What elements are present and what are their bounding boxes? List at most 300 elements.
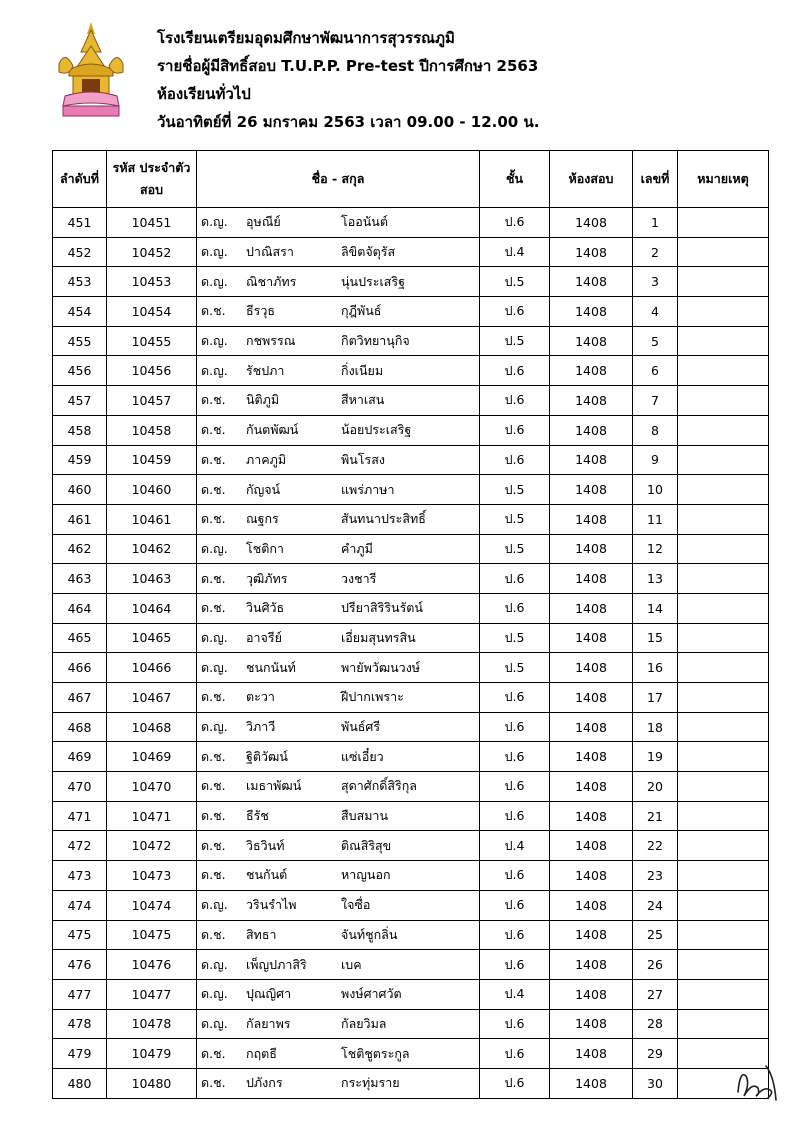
first-name: วิธวินท์	[246, 837, 285, 853]
seat-cell: 28	[633, 1009, 678, 1039]
code-cell: 10469	[107, 742, 197, 772]
name-cell	[197, 504, 480, 534]
last-name: น้อยประเสริฐ	[341, 422, 412, 438]
grade-cell: ป.6	[480, 890, 550, 920]
code-cell: 10456	[107, 356, 197, 386]
table-row	[53, 504, 769, 534]
first-name: ตะวา	[246, 689, 275, 705]
column-header-remark: หมายเหตุ	[678, 151, 769, 208]
room-cell: 1408	[550, 683, 633, 713]
remark-cell	[678, 208, 769, 238]
first-name: กันตพัฒน์	[246, 422, 299, 438]
order-cell: 472	[53, 831, 107, 861]
table-row	[53, 979, 769, 1009]
room-cell: 1408	[550, 504, 633, 534]
last-name: กุฎีพันธ์	[341, 303, 382, 319]
last-name: คำภูมี	[341, 540, 373, 556]
name-cell	[197, 1039, 480, 1069]
order-cell: 466	[53, 653, 107, 683]
last-name: แซ่เอี๋ยว	[341, 748, 384, 764]
name-prefix: ด.ช.	[201, 600, 226, 616]
first-name: กัญจน์	[246, 481, 281, 497]
order-cell: 468	[53, 712, 107, 742]
order-cell: 453	[53, 267, 107, 297]
order-cell: 461	[53, 504, 107, 534]
order-cell: 464	[53, 593, 107, 623]
table-row	[53, 1068, 769, 1098]
last-name: พงษ์ศาศวัต	[341, 986, 402, 1002]
room-cell: 1408	[550, 267, 633, 297]
code-cell: 10480	[107, 1068, 197, 1098]
table-row	[53, 861, 769, 891]
grade-cell: ป.6	[480, 297, 550, 327]
name-cell	[197, 415, 480, 445]
remark-cell	[678, 475, 769, 505]
first-name: กฤตธี	[246, 1045, 277, 1061]
first-name: เพ็ญปภาสิริ	[246, 956, 307, 972]
table-row	[53, 920, 769, 950]
room-cell: 1408	[550, 386, 633, 416]
first-name: ปภังกร	[246, 1075, 283, 1091]
name-prefix: ด.ช.	[201, 689, 226, 705]
code-cell: 10463	[107, 564, 197, 594]
name-prefix: ด.ญ.	[201, 986, 228, 1002]
remark-cell	[678, 297, 769, 327]
last-name: ปรียาสิริรินรัตน์	[341, 600, 423, 616]
name-cell	[197, 237, 480, 267]
name-cell	[197, 920, 480, 950]
remark-cell	[678, 326, 769, 356]
name-cell	[197, 386, 480, 416]
last-name: พันธ์ศรี	[341, 719, 381, 735]
exam-date-time: วันอาทิตย์ที่ 26 มกราคม 2563 เวลา 09.00 - 12.00 น.	[157, 113, 540, 131]
remark-cell	[678, 593, 769, 623]
grade-cell: ป.6	[480, 445, 550, 475]
seat-cell: 2	[633, 237, 678, 267]
code-cell: 10479	[107, 1039, 197, 1069]
first-name: วรินรำไพ	[246, 897, 297, 913]
grade-cell: ป.6	[480, 742, 550, 772]
seat-cell: 17	[633, 683, 678, 713]
seat-cell: 1	[633, 208, 678, 238]
name-cell	[197, 623, 480, 653]
grade-cell: ป.6	[480, 861, 550, 891]
first-name: อุษณีย์	[246, 214, 281, 230]
name-cell	[197, 297, 480, 327]
code-cell: 10475	[107, 920, 197, 950]
remark-cell	[678, 564, 769, 594]
name-cell	[197, 979, 480, 1009]
table-row	[53, 1039, 769, 1069]
name-prefix: ด.ญ.	[201, 273, 228, 289]
name-cell	[197, 772, 480, 802]
name-cell	[197, 801, 480, 831]
room-cell: 1408	[550, 890, 633, 920]
grade-cell: ป.6	[480, 208, 550, 238]
name-prefix: ด.ช.	[201, 303, 226, 319]
room-cell: 1408	[550, 297, 633, 327]
name-cell	[197, 564, 480, 594]
name-prefix: ด.ญ.	[201, 1015, 228, 1031]
code-cell: 10462	[107, 534, 197, 564]
remark-cell	[678, 356, 769, 386]
seat-cell: 19	[633, 742, 678, 772]
room-cell: 1408	[550, 593, 633, 623]
code-cell: 10461	[107, 504, 197, 534]
room-cell: 1408	[550, 1068, 633, 1098]
last-name: ฝีปากเพราะ	[341, 689, 404, 705]
name-cell	[197, 653, 480, 683]
name-prefix: ด.ญ.	[201, 244, 228, 260]
grade-cell: ป.4	[480, 237, 550, 267]
name-prefix: ด.ญ.	[201, 629, 228, 645]
name-prefix: ด.ญ.	[201, 956, 228, 972]
seat-cell: 26	[633, 950, 678, 980]
room-cell: 1408	[550, 1009, 633, 1039]
first-name: ปาณิสรา	[246, 244, 294, 260]
first-name: วิภาวี	[246, 719, 276, 735]
last-name: สืบสมาน	[341, 808, 388, 824]
first-name: วุฒิภัทร	[246, 570, 288, 586]
table-row	[53, 653, 769, 683]
grade-cell: ป.6	[480, 950, 550, 980]
first-name: ฐิติวัฒน์	[246, 748, 288, 764]
seat-cell: 23	[633, 861, 678, 891]
order-cell: 480	[53, 1068, 107, 1098]
code-cell: 10465	[107, 623, 197, 653]
seat-cell: 11	[633, 504, 678, 534]
name-cell	[197, 326, 480, 356]
seat-cell: 8	[633, 415, 678, 445]
grade-cell: ป.5	[480, 653, 550, 683]
grade-cell: ป.6	[480, 1039, 550, 1069]
order-cell: 452	[53, 237, 107, 267]
order-cell: 471	[53, 801, 107, 831]
room-cell: 1408	[550, 475, 633, 505]
room-cell: 1408	[550, 653, 633, 683]
table-row	[53, 623, 769, 653]
seat-cell: 29	[633, 1039, 678, 1069]
room-cell: 1408	[550, 445, 633, 475]
first-name: ณฐกร	[246, 511, 279, 527]
name-prefix: ด.ช.	[201, 570, 226, 586]
code-cell: 10471	[107, 801, 197, 831]
column-header-code: รหัส ประจำตัวสอบ	[107, 151, 197, 208]
last-name: นุ่นประเสริฐ	[341, 273, 405, 289]
name-prefix: ด.ญ.	[201, 214, 228, 230]
seat-cell: 13	[633, 564, 678, 594]
title-block	[157, 24, 539, 136]
code-cell: 10454	[107, 297, 197, 327]
name-cell	[197, 742, 480, 772]
grade-cell: ป.5	[480, 504, 550, 534]
name-cell	[197, 475, 480, 505]
room-cell: 1408	[550, 356, 633, 386]
grade-cell: ป.6	[480, 920, 550, 950]
remark-cell	[678, 415, 769, 445]
seat-cell: 9	[633, 445, 678, 475]
table-row	[53, 267, 769, 297]
table-row	[53, 208, 769, 238]
grade-cell: ป.5	[480, 326, 550, 356]
table-row	[53, 386, 769, 416]
code-cell: 10473	[107, 861, 197, 891]
room-cell: 1408	[550, 712, 633, 742]
table-row	[53, 445, 769, 475]
last-name: โชติชูตระกูล	[341, 1045, 410, 1061]
first-name: เมธาพัฒน์	[246, 778, 302, 794]
room-cell: 1408	[550, 920, 633, 950]
name-prefix: ด.ญ.	[201, 719, 228, 735]
table-row	[53, 475, 769, 505]
grade-cell: ป.6	[480, 772, 550, 802]
room-cell: 1408	[550, 831, 633, 861]
name-cell	[197, 1068, 480, 1098]
order-cell: 455	[53, 326, 107, 356]
order-cell: 473	[53, 861, 107, 891]
code-cell: 10457	[107, 386, 197, 416]
code-cell: 10470	[107, 772, 197, 802]
first-name: ธีรัช	[246, 808, 269, 824]
order-cell: 479	[53, 1039, 107, 1069]
name-cell	[197, 683, 480, 713]
room-cell: 1408	[550, 623, 633, 653]
seat-cell: 5	[633, 326, 678, 356]
seat-cell: 14	[633, 593, 678, 623]
grade-cell: ป.6	[480, 712, 550, 742]
name-prefix: ด.ญ.	[201, 897, 228, 913]
code-cell: 10478	[107, 1009, 197, 1039]
remark-cell	[678, 504, 769, 534]
table-row	[53, 831, 769, 861]
grade-cell: ป.6	[480, 564, 550, 594]
table-row	[53, 237, 769, 267]
code-cell: 10455	[107, 326, 197, 356]
code-cell: 10453	[107, 267, 197, 297]
last-name: หาญนอก	[341, 867, 391, 883]
last-name: กิตวิทยานุกิจ	[341, 333, 410, 349]
code-cell: 10477	[107, 979, 197, 1009]
name-prefix: ด.ช.	[201, 1075, 226, 1091]
seat-cell: 18	[633, 712, 678, 742]
first-name: โชติกา	[246, 540, 284, 556]
remark-cell	[678, 742, 769, 772]
seat-cell: 4	[633, 297, 678, 327]
name-prefix: ด.ช.	[201, 451, 226, 467]
order-cell: 457	[53, 386, 107, 416]
table-row	[53, 297, 769, 327]
last-name: พายัพวัฒนวงษ์	[341, 659, 421, 675]
room-cell: 1408	[550, 742, 633, 772]
name-prefix: ด.ช.	[201, 422, 226, 438]
first-name: ธีรวุธ	[246, 303, 275, 319]
name-cell	[197, 890, 480, 920]
last-name: จันท์ชูกลิ่น	[341, 926, 398, 942]
order-cell: 470	[53, 772, 107, 802]
seat-cell: 21	[633, 801, 678, 831]
seat-cell: 16	[633, 653, 678, 683]
table-row	[53, 742, 769, 772]
remark-cell	[678, 890, 769, 920]
seat-cell: 12	[633, 534, 678, 564]
name-cell	[197, 593, 480, 623]
name-prefix: ด.ช.	[201, 808, 226, 824]
remark-cell	[678, 772, 769, 802]
name-cell	[197, 861, 480, 891]
seat-cell: 22	[633, 831, 678, 861]
seat-cell: 24	[633, 890, 678, 920]
signature-icon	[730, 1062, 788, 1104]
seat-cell: 30	[633, 1068, 678, 1098]
name-prefix: ด.ช.	[201, 1045, 226, 1061]
room-cell: 1408	[550, 950, 633, 980]
grade-cell: ป.6	[480, 683, 550, 713]
room-cell: 1408	[550, 415, 633, 445]
table-row	[53, 415, 769, 445]
column-header-order: ลำดับที่	[53, 151, 107, 208]
grade-cell: ป.5	[480, 475, 550, 505]
grade-cell: ป.4	[480, 979, 550, 1009]
order-cell: 477	[53, 979, 107, 1009]
name-prefix: ด.ญ.	[201, 333, 228, 349]
remark-cell	[678, 623, 769, 653]
last-name: สุดาศักดิ์สิริกุล	[341, 778, 417, 794]
code-cell: 10472	[107, 831, 197, 861]
room-cell: 1408	[550, 208, 633, 238]
code-cell: 10459	[107, 445, 197, 475]
document-header	[0, 0, 800, 150]
code-cell: 10464	[107, 593, 197, 623]
column-header-name: ชื่อ - สกุล	[197, 151, 480, 208]
room-cell: 1408	[550, 564, 633, 594]
room-cell: 1408	[550, 1039, 633, 1069]
table-row	[53, 326, 769, 356]
room-cell: 1408	[550, 534, 633, 564]
school-name: โรงเรียนเตรียมอุดมศึกษาพัฒนาการสุวรรณภูมิ	[157, 29, 455, 47]
name-cell	[197, 831, 480, 861]
table-row	[53, 356, 769, 386]
first-name: ภาคภูมิ	[246, 451, 287, 467]
last-name: ใจซื่อ	[341, 897, 371, 913]
order-cell: 458	[53, 415, 107, 445]
seat-cell: 20	[633, 772, 678, 802]
seat-cell: 10	[633, 475, 678, 505]
first-name: กัลยาพร	[246, 1015, 291, 1031]
first-name: นิติภูมิ	[246, 392, 280, 408]
remark-cell	[678, 979, 769, 1009]
last-name: สันทนาประสิทธิ์	[341, 511, 426, 527]
last-name: กิ่งเนียม	[341, 362, 384, 378]
seat-cell: 27	[633, 979, 678, 1009]
remark-cell	[678, 861, 769, 891]
table-row	[53, 534, 769, 564]
remark-cell	[678, 267, 769, 297]
order-cell: 460	[53, 475, 107, 505]
remark-cell	[678, 445, 769, 475]
code-cell: 10474	[107, 890, 197, 920]
code-cell: 10476	[107, 950, 197, 980]
table-row	[53, 801, 769, 831]
name-prefix: ด.ช.	[201, 392, 226, 408]
name-cell	[197, 950, 480, 980]
last-name: ลิขิตจัตุรัส	[341, 244, 396, 260]
remark-cell	[678, 386, 769, 416]
code-cell: 10451	[107, 208, 197, 238]
room-cell: 1408	[550, 801, 633, 831]
name-prefix: ด.ช.	[201, 778, 226, 794]
order-cell: 469	[53, 742, 107, 772]
code-cell: 10466	[107, 653, 197, 683]
first-name: ชนกันต์	[246, 867, 288, 883]
seat-cell: 6	[633, 356, 678, 386]
last-name: เบค	[341, 956, 362, 972]
table-row	[53, 712, 769, 742]
classroom-type: ห้องเรียนทั่วไป	[157, 85, 251, 103]
table-row	[53, 683, 769, 713]
grade-cell: ป.6	[480, 801, 550, 831]
order-cell: 456	[53, 356, 107, 386]
grade-cell: ป.6	[480, 415, 550, 445]
school-emblem-icon	[55, 20, 127, 120]
last-name: โออนันต์	[341, 214, 388, 230]
order-cell: 463	[53, 564, 107, 594]
name-prefix: ด.ญ.	[201, 362, 228, 378]
grade-cell: ป.6	[480, 356, 550, 386]
remark-cell	[678, 1009, 769, 1039]
order-cell: 474	[53, 890, 107, 920]
first-name: วินศิวัธ	[246, 600, 285, 616]
order-cell: 476	[53, 950, 107, 980]
table-row	[53, 564, 769, 594]
last-name: แพร่ภาษา	[341, 481, 395, 497]
last-name: กัลยวิมล	[341, 1015, 387, 1031]
grade-cell: ป.4	[480, 831, 550, 861]
room-cell: 1408	[550, 979, 633, 1009]
last-name: กระทุ่มราย	[341, 1075, 400, 1091]
name-prefix: ด.ช.	[201, 867, 226, 883]
grade-cell: ป.5	[480, 623, 550, 653]
first-name: ณิชาภัทร	[246, 273, 297, 289]
name-cell	[197, 208, 480, 238]
last-name: เอี่ยมสุนทรสิน	[341, 629, 416, 645]
order-cell: 467	[53, 683, 107, 713]
column-header-room: ห้องสอบ	[550, 151, 633, 208]
grade-cell: ป.5	[480, 534, 550, 564]
grade-cell: ป.6	[480, 593, 550, 623]
table-header-row	[53, 151, 769, 208]
name-cell	[197, 356, 480, 386]
last-name: วงชารี	[341, 570, 377, 586]
name-cell	[197, 534, 480, 564]
name-prefix: ด.ช.	[201, 837, 226, 853]
table-row	[53, 1009, 769, 1039]
remark-cell	[678, 801, 769, 831]
name-cell	[197, 267, 480, 297]
name-cell	[197, 445, 480, 475]
order-cell: 465	[53, 623, 107, 653]
order-cell: 462	[53, 534, 107, 564]
first-name: กชพรรณ	[246, 333, 296, 349]
table-row	[53, 950, 769, 980]
name-prefix: ด.ช.	[201, 926, 226, 942]
remark-cell	[678, 683, 769, 713]
name-cell	[197, 712, 480, 742]
name-prefix: ด.ช.	[201, 481, 226, 497]
code-cell: 10467	[107, 683, 197, 713]
code-cell: 10458	[107, 415, 197, 445]
table-row	[53, 890, 769, 920]
grade-cell: ป.6	[480, 386, 550, 416]
